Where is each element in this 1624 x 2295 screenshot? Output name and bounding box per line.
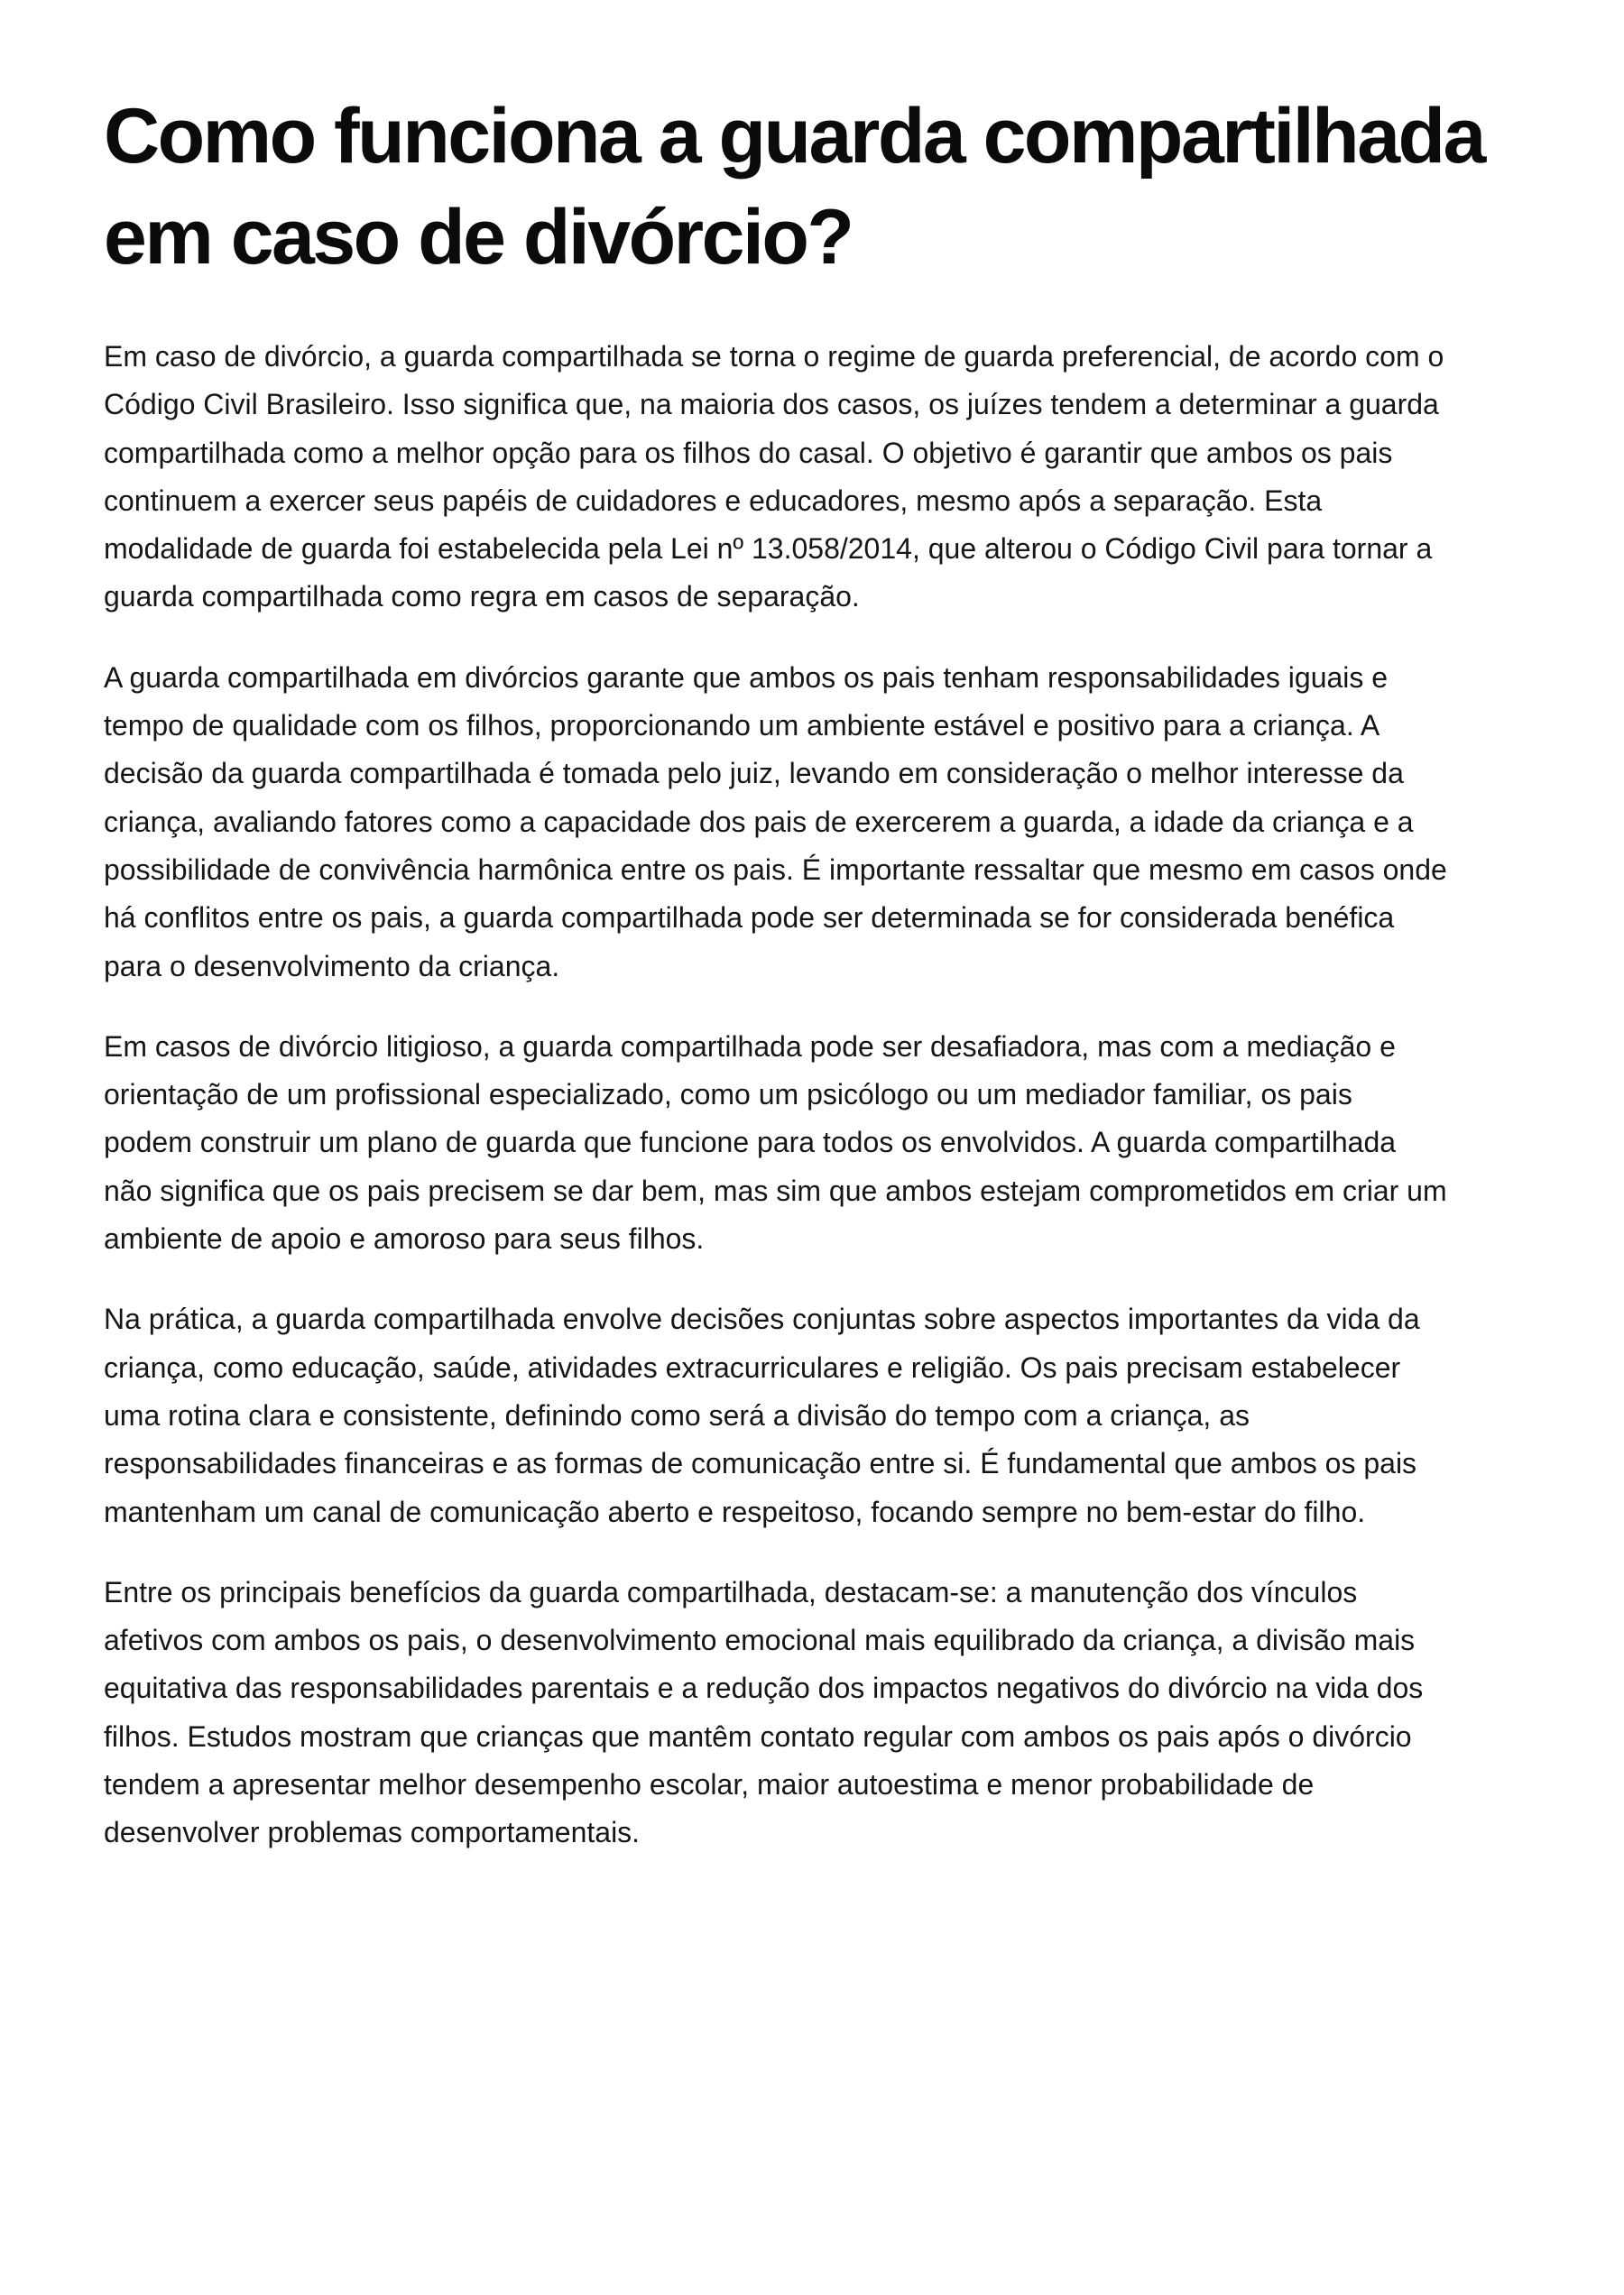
- text-line: Entre os principais benefícios da guarda compartilhada, destacam-se: a manutenção dos vínculos: [104, 1575, 1358, 1608]
- paragraph-5: [104, 1569, 1534, 1857]
- text-line: afetivos com ambos os pais, o desenvolvimento emocional mais equilibrado da criança, a divisão mais: [104, 1624, 1416, 1657]
- text-line: equitativa das responsabilidades parentais e a redução dos impactos negativos do divórcio na vida dos: [104, 1672, 1424, 1705]
- text-line: criança, como educação, saúde, atividades extracurriculares e religião. Os pais precisam estabelecer: [104, 1350, 1401, 1384]
- text-line: mantenham um canal de comunicação aberto e respeitoso, focando sempre no bem-estar do filho.: [104, 1495, 1366, 1528]
- text-line: compartilhada como a melhor opção para os filhos do casal. O objetivo é garantir que ambos os pais: [104, 436, 1393, 469]
- paragraph-4: [104, 1295, 1534, 1535]
- text-line: Em caso de divórcio, a guarda compartilhada se torna o regime de guarda preferencial, de acordo com o: [104, 340, 1444, 373]
- text-line: uma rotina clara e consistente, definindo como será a divisão do tempo com a criança, as: [104, 1398, 1250, 1432]
- text-line: Código Civil Brasileiro. Isso significa que, na maioria dos casos, os juízes tendem a determinar a guarda: [104, 388, 1439, 421]
- text-line: modalidade de guarda foi estabelecida pela Lei nº 13.058/2014, que alterou o Código Civil para tornar a: [104, 532, 1433, 566]
- text-line: criança, avaliando fatores como a capacidade dos pais de exercerem a guarda, a idade da criança e a: [104, 805, 1414, 838]
- text-line: A guarda compartilhada em divórcios garante que ambos os pais tenham responsabilidades iguais e: [104, 660, 1389, 694]
- paragraph-1: [104, 333, 1534, 622]
- text-line: responsabilidades financeiras e as formas de comunicação entre si. É fundamental que ambos os pais: [104, 1447, 1417, 1480]
- text-line: Em casos de divórcio litigioso, a guarda compartilhada pode ser desafiadora, mas com a mediação e: [104, 1029, 1396, 1063]
- paragraph-3: [104, 1023, 1534, 1263]
- text-line: há conflitos entre os pais, a guarda compartilhada pode ser determinada se for considerada benéfica: [104, 901, 1395, 935]
- text-line: possibilidade de convivência harmônica entre os pais. É importante ressaltar que mesmo em casos onde: [104, 853, 1447, 886]
- document-page: [104, 86, 1534, 1890]
- text-line: desenvolver problemas comportamentais.: [104, 1816, 641, 1849]
- paragraph-2: [104, 654, 1534, 991]
- text-line: orientação de um profissional especializado, como um psicólogo ou um mediador familiar, os pais: [104, 1078, 1352, 1111]
- title-line: em caso de divórcio?: [104, 194, 853, 281]
- title-line: Como funciona a guarda compartilhada: [104, 93, 1484, 180]
- text-line: continuem a exercer seus papéis de cuidadores e educadores, mesmo após a separação. Esta: [104, 484, 1323, 517]
- text-line: tendem a apresentar melhor desempenho escolar, maior autoestima e menor probabilidade de: [104, 1768, 1315, 1802]
- text-line: filhos. Estudos mostram que crianças que mantêm contato regular com ambos os pais após o divórcio: [104, 1719, 1412, 1753]
- text-line: ambiente de apoio e amoroso para seus filhos.: [104, 1222, 705, 1256]
- text-line: tempo de qualidade com os filhos, proporcionando um ambiente estável e positivo para a criança. A: [104, 709, 1380, 742]
- text-line: para o desenvolvimento da criança.: [104, 949, 560, 982]
- text-line: decisão da guarda compartilhada é tomada pelo juiz, levando em consideração o melhor interesse da: [104, 757, 1404, 790]
- text-line: Na prática, a guarda compartilhada envolve decisões conjuntas sobre aspectos importantes da vida da: [104, 1303, 1420, 1336]
- page-title: [104, 86, 1534, 288]
- text-line: podem construir um plano de guarda que funcione para todos os envolvidos. A guarda compartilhada: [104, 1126, 1397, 1159]
- text-line: guarda compartilhada como regra em casos de separação.: [104, 580, 860, 613]
- text-line: não significa que os pais precisem se dar bem, mas sim que ambos estejam comprometidos em criar um: [104, 1174, 1447, 1207]
- article-body: [104, 333, 1534, 1857]
